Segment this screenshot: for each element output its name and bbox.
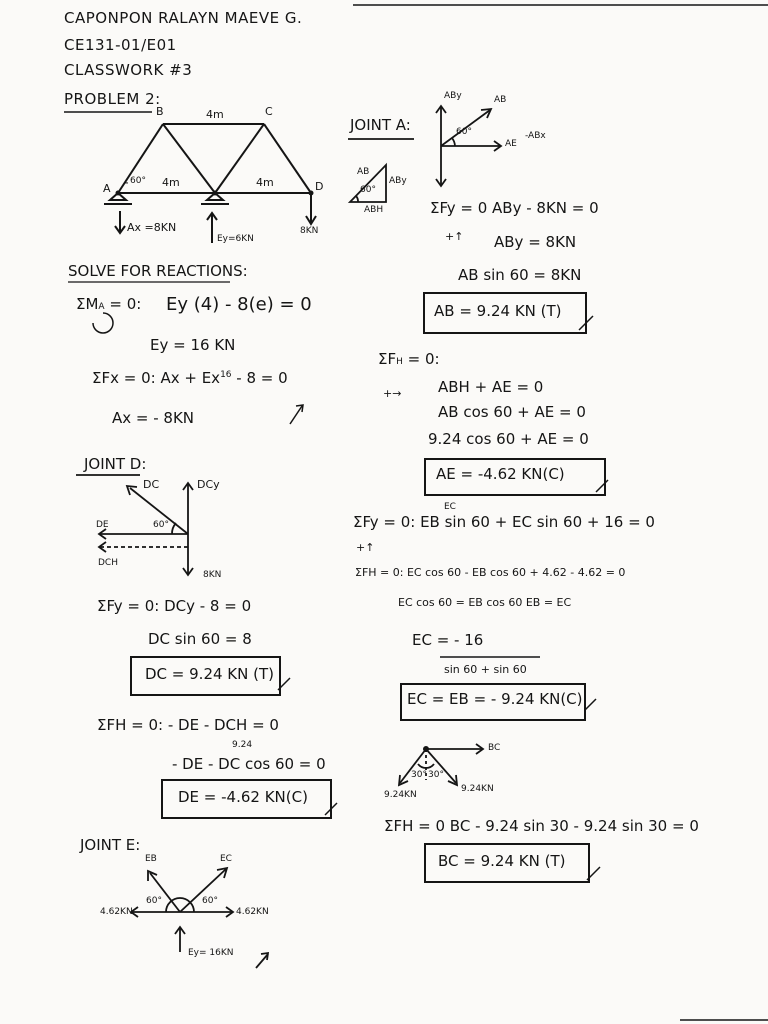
course-code: CE131-01/E01 xyxy=(64,36,177,54)
ab-answer: AB = 9.24 KN (T) xyxy=(434,302,562,320)
bottom-left-length: 4m xyxy=(162,176,180,189)
joint-e-cos-equality: EC cos 60 = EB cos 60 EB = EC xyxy=(398,596,572,609)
joint-d-title: JOINT D: xyxy=(84,455,147,473)
joint-a-fh-title: ΣFH = 0: xyxy=(378,350,440,368)
joint-e-left-force: 4.62KN xyxy=(100,907,133,917)
joint-e-right-angle: 60° xyxy=(202,896,218,906)
joint-a-ab-label: AB xyxy=(494,95,507,105)
moment-sum-label: ΣMA = 0: xyxy=(76,295,142,313)
joint-b-left-angle: 30° xyxy=(411,770,427,780)
joint-d-fh-equation: ΣFH = 0: - DE - DCH = 0 xyxy=(97,716,279,734)
joint-a-aby-label: ABy xyxy=(444,91,462,101)
joint-e-fy-sign: +↑ xyxy=(356,541,375,554)
moment-equation: Ey (4) - 8(e) = 0 xyxy=(166,294,312,315)
reaction-ax-label: Ax =8KN xyxy=(127,221,177,234)
student-name: CAPONPON RALAYN MAEVE G. xyxy=(64,9,303,27)
ae-answer: AE = -4.62 KN(C) xyxy=(436,465,565,483)
joint-a-angle: 60° xyxy=(456,127,472,137)
joint-e-right-force: 4.62KN xyxy=(236,907,269,917)
joint-a-abh-equation: ABH + AE = 0 xyxy=(438,378,544,396)
dc-answer: DC = 9.24 KN (T) xyxy=(145,665,274,683)
top-member-length: 4m xyxy=(206,108,224,121)
horizontal-sum-equation: ΣFx = 0: $Ax + Ex^{16} - 8 = 0$ xyxy=(92,369,288,387)
joint-d-sin-equation: DC sin 60 = 8 xyxy=(148,630,252,648)
joint-a-cos-equation: AB cos 60 + AE = 0 xyxy=(438,403,586,421)
dcy-label: DCy xyxy=(197,478,220,491)
triangle-abh-label: ABH xyxy=(364,205,384,215)
triangle-angle: 60° xyxy=(360,185,376,195)
joint-b-fh-equation: ΣFH = 0 BC - 9.24 sin 30 - 9.24 sin 30 = 0 xyxy=(384,817,699,835)
joint-a-aby-result: ABy = 8KN xyxy=(494,233,577,251)
joint-d-fy-equation: ΣFy = 0: DCy - 8 = 0 xyxy=(97,597,252,615)
ax-result: Ax = - 8KN xyxy=(112,409,195,427)
joint-e-eb-label: EB xyxy=(145,854,157,864)
joint-e-ec-fraction-denominator: sin 60 + sin 60 xyxy=(444,663,527,676)
node-d-label: D xyxy=(315,180,324,193)
joint-e-ec-label: EC xyxy=(220,854,232,864)
joint-a-title: JOINT A: xyxy=(350,116,411,134)
node-b-label: B xyxy=(156,105,164,118)
joint-b-right-angle: 30° xyxy=(428,770,444,780)
bc-answer: BC = 9.24 KN (T) xyxy=(438,852,566,870)
joint-a-abx-label: -ABx xyxy=(525,131,546,141)
node-c-label: C xyxy=(265,105,273,118)
joint-b-bc-label: BC xyxy=(488,743,501,753)
joint-d-cos-equation: - DE - DC cos 60 = 0 xyxy=(172,755,326,773)
joint-e-ec-fraction-numerator: EC = - 16 xyxy=(412,631,484,649)
truss-angle: 60° xyxy=(130,176,146,186)
reactions-title: SOLVE FOR REACTIONS: xyxy=(68,262,248,280)
joint-b-left-force: 9.24KN xyxy=(384,790,417,800)
joint-a-sub-equation: 9.24 cos 60 + AE = 0 xyxy=(428,430,589,448)
classwork-title: CLASSWORK #3 xyxy=(64,61,193,79)
joint-e-fh-equation: ΣFH = 0: EC cos 60 - EB cos 60 + 4.62 - 4.62 = 0 xyxy=(355,566,626,579)
dch-label: DCH xyxy=(98,558,118,568)
joint-a-sin-equation: AB sin 60 = 8KN xyxy=(458,266,582,284)
joint-e-fy-equation: ΣFy = 0: EB sin 60 + EC sin 60 + 16 = 0 xyxy=(353,513,655,531)
joint-e-left-angle: 60° xyxy=(146,896,162,906)
joint-e-ey-label: Ey= 16KN xyxy=(188,948,234,958)
problem-title: PROBLEM 2: xyxy=(64,90,161,108)
de-answer: DE = -4.62 KN(C) xyxy=(178,788,308,806)
joint-b-right-force: 9.24KN xyxy=(461,784,494,794)
joint-d-load: 8KN xyxy=(203,570,222,580)
joint-a-sign: +↑ xyxy=(445,230,464,243)
load-d-label: 8KN xyxy=(300,226,319,236)
bottom-right-length: 4m xyxy=(256,176,274,189)
triangle-aby-label: ABy xyxy=(389,176,407,186)
triangle-ab-label: AB xyxy=(357,167,370,177)
joint-e-title: JOINT E: xyxy=(80,836,141,854)
node-a-label: A xyxy=(103,182,111,195)
ec-answer: EC = EB = - 9.24 KN(C) xyxy=(407,690,583,708)
dc-member-label: DC xyxy=(143,478,160,491)
joint-d-substitute: 9.24 xyxy=(232,740,253,750)
joint-a-fy-equation: ΣFy = 0 ABy - 8KN = 0 xyxy=(430,199,599,217)
ec-correction-note: EC xyxy=(444,502,456,512)
joint-a-ae-label: AE xyxy=(505,139,517,149)
joint-a-fh-sign: +→ xyxy=(383,387,402,400)
de-label: DE xyxy=(96,520,109,530)
reaction-ey-label: Ey=6KN xyxy=(217,234,254,244)
joint-d-angle: 60° xyxy=(153,520,169,530)
ey-result: Ey = 16 KN xyxy=(150,336,236,354)
